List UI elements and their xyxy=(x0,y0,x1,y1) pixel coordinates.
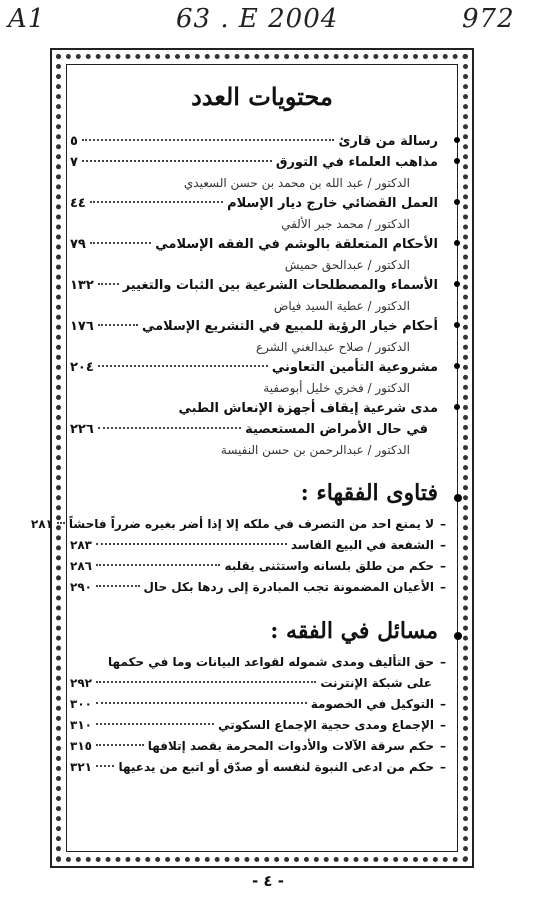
leader-dots xyxy=(90,201,223,203)
masail-item-title-line2: على شبكة الإنترنت xyxy=(320,676,432,690)
masail-heading-text: مسائل في الفقه : xyxy=(270,618,438,644)
toc-entry xyxy=(70,152,454,173)
masail-item-title: حق التأليف ومدى شموله لقواعد البيانات وما في حكمها xyxy=(108,655,434,669)
leader-dots xyxy=(98,427,241,429)
toc-entry-page: ٥ xyxy=(70,134,78,149)
masail-item-page: ٢٩٢ xyxy=(70,676,92,690)
bullet-icon xyxy=(454,158,460,164)
leader-dots xyxy=(98,365,268,367)
toc-entry xyxy=(70,131,454,152)
masail-item-page: ٣١٠ xyxy=(70,718,92,732)
masail-item xyxy=(70,736,454,757)
toc-entry-page: ٧٩ xyxy=(70,237,86,252)
masail-item-continued xyxy=(70,673,454,694)
toc-entry xyxy=(70,398,454,419)
fatawa-item xyxy=(30,514,454,535)
fatawa-item-title: الشفعة في البيع الفاسد xyxy=(290,538,434,552)
leader-dots xyxy=(96,702,307,704)
contents-page xyxy=(30,70,454,850)
masail-item-page: ٣٢١ xyxy=(70,760,92,774)
toc-entry-page: ٢٠٤ xyxy=(70,360,94,375)
masail-item-title: الإجماع ومدى حجية الإجماع السكوتي xyxy=(218,718,434,732)
handwritten-code-middle: 63 . E 2004 xyxy=(176,4,339,34)
leader-dots xyxy=(96,765,115,767)
dash-marker: – xyxy=(440,517,446,531)
toc-entry-continued xyxy=(70,419,454,440)
masail-item xyxy=(70,652,454,673)
fatawa-list xyxy=(30,514,454,598)
masail-list xyxy=(70,652,454,778)
toc-entry-title-line2: في حال الأمراض المستعصية xyxy=(245,422,428,437)
toc-entry-author: الدكتور / عبدالحق حميش xyxy=(284,258,410,272)
bullet-icon xyxy=(454,281,460,287)
masail-heading xyxy=(70,618,454,644)
fatawa-heading-text: فتاوى الفقهاء : xyxy=(300,480,438,506)
toc-entry-page: ١٣٢ xyxy=(70,278,94,293)
leader-dots xyxy=(98,283,119,285)
masail-item-title: حكم من ادعى النبوة لنفسه أو صدّق أو اتبع من يدعيها xyxy=(118,760,434,774)
toc-entry-author: الدكتور / محمد جبر الألفي xyxy=(281,217,410,231)
bullet-icon xyxy=(454,137,460,143)
toc-entry-author: الدكتور / صلاح عبدالغني الشرع xyxy=(256,340,410,354)
fatawa-item-page: ٢٩٠ xyxy=(70,580,92,594)
masail-item-page: ٣٠٠ xyxy=(70,697,92,711)
dash-marker: – xyxy=(440,739,446,753)
masail-item-title: التوكيل في الخصومة xyxy=(310,697,434,711)
fatawa-item-title: الأعيان المضمونة تجب المبادرة إلى ردها بكل حال xyxy=(143,580,434,594)
bullet-icon xyxy=(454,363,460,369)
dash-marker: – xyxy=(440,580,446,594)
masail-item-title: حكم سرقة الآلات والأدوات المحرمة بقصد إتلافها xyxy=(147,739,434,753)
toc-entry-title: أحكام خيار الرؤية للمبيع في التشريع الإسلامي xyxy=(141,319,438,334)
toc-entry-author: الدكتور / فخري خليل أبوصفية xyxy=(263,381,410,395)
fatawa-item-title: لا يمنع احد من التصرف في ملكه إلا إذا أضر بغيره ضرراً فاحشاً xyxy=(68,517,434,531)
dash-marker: – xyxy=(440,718,446,732)
toc-entry-title: العمل القضائي خارج ديار الإسلام xyxy=(227,196,438,211)
dash-marker: – xyxy=(440,538,446,552)
bullet-icon xyxy=(454,322,460,328)
leader-dots xyxy=(82,160,272,162)
leader-dots xyxy=(96,585,140,587)
toc-entry-page: ٧ xyxy=(70,155,78,170)
toc-entry-page: ٤٤ xyxy=(70,196,86,211)
dash-marker: – xyxy=(440,760,446,774)
leader-dots xyxy=(96,723,214,725)
leader-dots xyxy=(96,681,316,683)
leader-dots xyxy=(98,324,138,326)
bullet-icon xyxy=(454,494,462,502)
masail-item xyxy=(70,694,454,715)
bullet-icon xyxy=(454,632,462,640)
toc-entry-author: الدكتور / عطية السيد فياض xyxy=(273,299,410,313)
masail-item xyxy=(70,757,454,778)
leader-dots xyxy=(96,744,144,746)
dash-marker: – xyxy=(440,559,446,573)
toc-entry-page: ١٧٦ xyxy=(70,319,94,334)
toc-entry-title: رسالة من قارئ xyxy=(338,134,438,149)
bullet-icon xyxy=(454,240,460,246)
toc-entry-author: الدكتور / عبدالرحمن بن حسن النفيسة xyxy=(220,443,410,457)
leader-dots xyxy=(90,242,151,244)
toc-entry-title: مشروعية التأمين التعاوني xyxy=(271,360,438,375)
handwritten-code-left: A1 xyxy=(8,4,46,34)
toc-entry-title: مدى شرعية إيقاف أجهزة الإنعاش الطبي xyxy=(178,401,438,416)
leader-dots xyxy=(96,564,221,566)
fatawa-heading xyxy=(70,480,454,506)
leader-dots xyxy=(57,522,65,524)
toc-entry xyxy=(70,275,454,296)
fatawa-item-title: حكم من طلق بلسانه واستثنى بقلبه xyxy=(224,559,434,573)
fatawa-item xyxy=(70,577,454,598)
toc-entry-title: الأحكام المتعلقة بالوشم في الفقه الإسلامي xyxy=(155,237,438,252)
toc-entry xyxy=(70,357,454,378)
fatawa-item-page: ٢٨١ xyxy=(30,517,53,531)
fatawa-item-page: ٢٨٦ xyxy=(70,559,92,573)
toc-entry-author: الدكتور / عبد الله بن محمد بن حسن السعيدي xyxy=(183,176,410,190)
toc-list xyxy=(70,131,454,460)
toc-entry-title: الأسماء والمصطلحات الشرعية بين الثبات والتغيير xyxy=(122,278,438,293)
masail-item-page: ٣١٥ xyxy=(70,739,92,753)
toc-entry xyxy=(70,193,454,214)
fatawa-item-page: ٢٨٣ xyxy=(70,538,92,552)
dash-marker: – xyxy=(440,697,446,711)
leader-dots xyxy=(96,543,287,545)
fatawa-item xyxy=(70,535,454,556)
masail-item xyxy=(70,715,454,736)
toc-entry xyxy=(70,316,454,337)
toc-entry xyxy=(70,234,454,255)
fatawa-item xyxy=(70,556,454,577)
toc-entry-title: مذاهب العلماء في التورق xyxy=(275,155,438,170)
page-number: - ٤ - xyxy=(251,872,285,890)
page-title: محتويات العدد xyxy=(191,82,333,111)
toc-entry-page: ٢٢٦ xyxy=(70,422,94,437)
leader-dots xyxy=(82,139,335,141)
handwritten-code-right: 972 xyxy=(462,4,515,34)
bullet-icon xyxy=(454,404,460,410)
bullet-icon xyxy=(454,199,460,205)
dash-marker: – xyxy=(440,655,446,669)
